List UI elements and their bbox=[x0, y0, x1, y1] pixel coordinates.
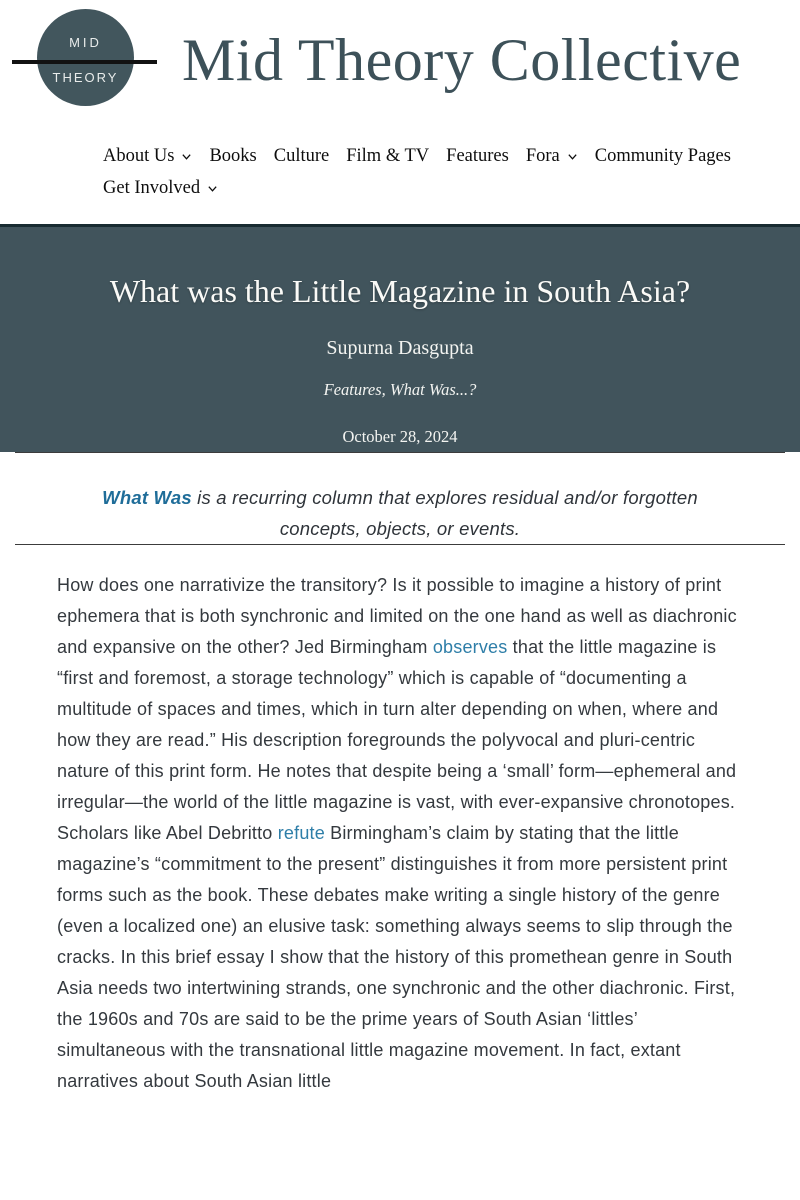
category-link-what-was[interactable]: What Was...? bbox=[389, 380, 477, 399]
post-categories: Features, What Was...? bbox=[323, 380, 477, 399]
nav-item-label: Film & TV bbox=[346, 146, 430, 166]
nav-item-label: About Us bbox=[103, 146, 175, 166]
category-link-features[interactable]: Features bbox=[323, 380, 382, 399]
text-run: is a recurring column that explores residual and/or forgotten concepts, objects, or events. bbox=[191, 487, 698, 539]
nav-item-community-pages[interactable] bbox=[595, 146, 731, 167]
nav-item-culture[interactable] bbox=[274, 146, 330, 167]
site-title[interactable]: Mid Theory Collective bbox=[182, 27, 742, 93]
post-hero-banner bbox=[0, 224, 800, 452]
nav-item-film-tv[interactable] bbox=[346, 146, 429, 167]
nav-item-label: Community Pages bbox=[594, 146, 731, 166]
logo-circle-icon bbox=[37, 9, 134, 106]
post-date: October 28, 2024 bbox=[342, 427, 458, 446]
nav-item-label: Get Involved bbox=[103, 178, 201, 198]
chevron-down-icon bbox=[567, 153, 578, 161]
nav-item-label: Books bbox=[209, 146, 257, 166]
text-run: How does one narrativize the transitory? Is it possible to imagine a history of print ephemera that is both synchronic and limited on the one hand as well as diachronic and expansive on the other? Jed Birmingham bbox=[57, 575, 737, 657]
text-run: that the little magazine is “first and foremost, a storage technology” which is capable of “documenting a multitude of spaces and times, which in turn alter depending on when, where and how they are read.” His description foregrounds the polyvocal and pluri-centric nature of this print form. He notes that despite being a ‘small’ form—ephemeral and irregular—the world of the little magazine is vast, with ever-expansive chronotopes. Scholars like Abel Debritto bbox=[57, 637, 737, 843]
site-logo[interactable] bbox=[12, 8, 157, 108]
logo-text-bottom: THEORY bbox=[52, 70, 119, 85]
nav-item-label: Fora bbox=[525, 146, 560, 166]
chevron-down-icon bbox=[207, 185, 218, 193]
chevron-down-icon bbox=[181, 153, 192, 161]
post-title: What was the Little Magazine in South Asia? bbox=[109, 273, 691, 309]
divider-top bbox=[15, 452, 785, 453]
main-navigation bbox=[103, 146, 763, 199]
text-run: Birmingham’s claim by stating that the little magazine’s “commitment to the present” distinguishes it from more persistent print forms such as the book. These debates make writing a single history of the genre (even a localized one) an elusive task: something always seems to slip through the cracks. In this brief essay I show that the history of this promethean genre in South Asia needs two intertwining strands, one synchronic and the other diachronic. First, the 1960s and 70s are said to be the prime years of South Asian ‘littles’ simultaneous with the transnational little magazine movement. In fact, extant narratives about South Asian little bbox=[57, 823, 736, 1091]
nav-item-label: Culture bbox=[273, 146, 330, 166]
column-description bbox=[80, 482, 720, 544]
nav-item-get-involved[interactable] bbox=[103, 178, 218, 199]
nav-item-fora[interactable] bbox=[526, 146, 578, 167]
article-body bbox=[0, 570, 800, 1097]
inline-link-observes[interactable]: observes bbox=[432, 637, 508, 657]
nav-item-features[interactable] bbox=[446, 146, 509, 167]
logo-text-top: MID bbox=[69, 35, 102, 50]
inline-link-refute[interactable]: refute bbox=[277, 823, 325, 843]
nav-item-label: Features bbox=[446, 146, 509, 166]
divider-bottom bbox=[15, 544, 785, 545]
nav-item-about-us[interactable] bbox=[103, 146, 192, 167]
logo-strikethrough-line bbox=[12, 60, 157, 64]
nav-item-books[interactable] bbox=[209, 146, 256, 167]
inline-link-what-was[interactable]: What Was bbox=[102, 487, 192, 508]
article-paragraph bbox=[57, 570, 745, 1097]
post-author[interactable]: Supurna Dasgupta bbox=[326, 337, 474, 359]
site-header bbox=[0, 0, 800, 108]
